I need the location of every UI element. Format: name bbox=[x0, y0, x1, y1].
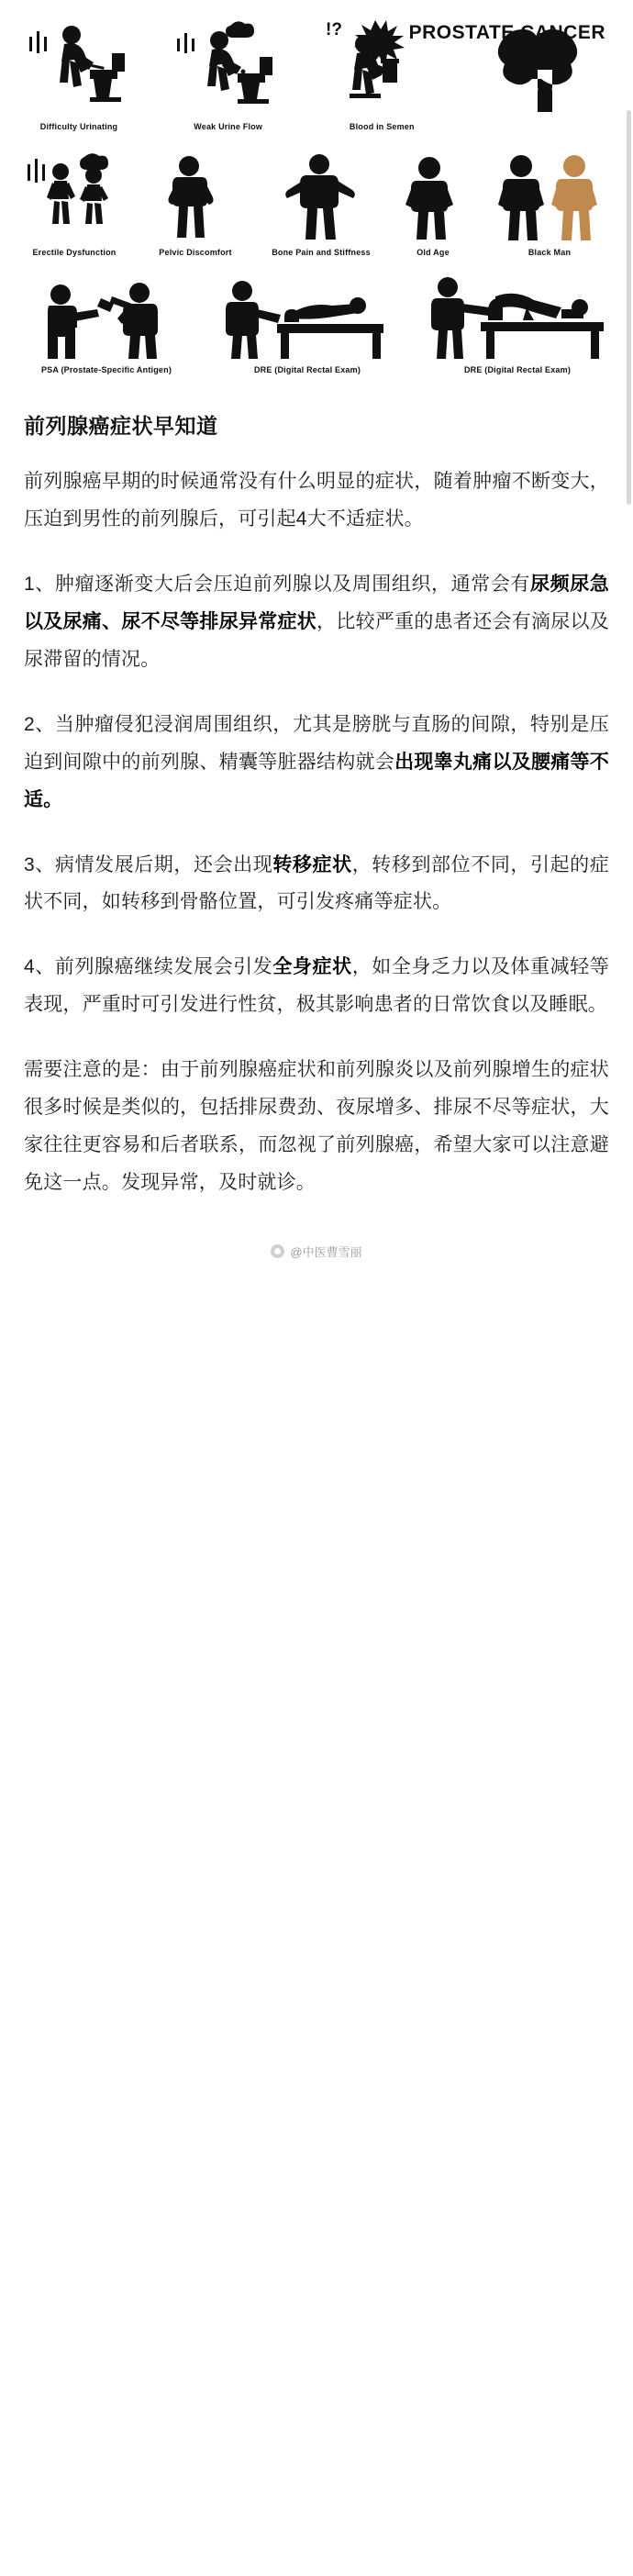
man-toilet-icon bbox=[24, 17, 134, 117]
infographic-item-pelvic-discomfort bbox=[145, 151, 246, 257]
watermark bbox=[0, 1230, 633, 1278]
old-man-icon bbox=[396, 151, 470, 243]
infographic-title: PROSTATE CANCER bbox=[408, 22, 605, 43]
watermark-label: @中医曹雪丽 bbox=[290, 1245, 362, 1260]
infographic-item-old-age bbox=[396, 151, 470, 257]
couple-bed-icon bbox=[24, 151, 125, 243]
man-pelvic-pain-icon bbox=[145, 151, 246, 243]
infographic-caption: DRE (Digital Rectal Exam) bbox=[463, 364, 572, 374]
infographic-caption: Erectile Dysfunction bbox=[32, 248, 117, 258]
infographic-caption: Blood in Semen bbox=[349, 122, 415, 131]
infographic-item-black-man bbox=[490, 151, 609, 257]
infographic-caption: Pelvic Discomfort bbox=[159, 248, 232, 258]
infographic-item-difficulty-urinating bbox=[24, 17, 134, 131]
rectal-exam-kneel-icon bbox=[426, 276, 609, 361]
article-body bbox=[0, 380, 633, 1202]
infographic-caption: Difficulty Urinating bbox=[39, 122, 118, 131]
blood-test-icon bbox=[24, 276, 189, 361]
infographic-row-3 bbox=[24, 276, 609, 374]
infographic-item-psa bbox=[24, 276, 189, 374]
article-paragraph-2: 1、肿瘤逐渐变大后会压迫前列腺以及周围组织，通常会有尿频尿急以及尿痛、尿不尽等排尿异常症状，比较严重的患者还会有滴尿以及尿滞留的情况。 bbox=[24, 573, 610, 670]
infographic-item-dre-kneel bbox=[426, 276, 609, 374]
article-paragraph-6: 需要注意的是：由于前列腺癌症状和前列腺炎以及前列腺增生的症状很多时候是类似的，包括排尿费劲、夜尿增多、排尿不尽等症状，大家往往更容易和后者联系，而忽视了前列腺癌，希望大家可以注意避免这一点。发现异常，及时就诊。 bbox=[24, 1059, 609, 1194]
vertical-scrollbar[interactable] bbox=[627, 110, 631, 505]
infographic-item-erectile-dysfunction bbox=[24, 151, 125, 257]
article-paragraph-1: 前列腺癌早期的时候通常没有什么明显的症状，随着肿瘤不断变大，压迫到男性的前列腺后，可引起4大不适症状。 bbox=[24, 471, 609, 530]
page-title: 前列腺癌症状早知道 bbox=[24, 414, 218, 439]
infographic-caption: Bone Pain and Stiffness bbox=[272, 248, 371, 258]
infographic-caption: Weak Urine Flow bbox=[194, 122, 263, 131]
infographic-item-dre-side bbox=[220, 276, 394, 374]
infographic-row-2 bbox=[24, 151, 609, 257]
infographic-caption: Old Age bbox=[416, 248, 450, 258]
man-toilet-weak-flow-icon bbox=[173, 17, 283, 117]
weibo-icon bbox=[271, 1244, 284, 1258]
infographic-caption: PSA (Prostate-Specific Antigen) bbox=[40, 364, 172, 374]
infographic-item-bone-pain bbox=[266, 151, 376, 257]
article-paragraph-3: 2、当肿瘤侵犯浸润周围组织，尤其是膀胱与直肠的间隙，特别是压迫到间隙中的前列腺、精囊等脏器结构就会出现睾丸痛以及腰痛等不适。 bbox=[24, 713, 609, 810]
article-paragraph-4: 3、病情发展后期，还会出现转移症状，转移到部位不同，引起的症状不同，如转移到骨骼位置，可引发疼痛等症状。 bbox=[24, 853, 609, 913]
infographic-image bbox=[0, 0, 633, 380]
infographic-item-weak-urine-flow bbox=[173, 17, 283, 131]
svg-text:!?: !? bbox=[326, 20, 343, 39]
two-men-icon bbox=[490, 151, 609, 243]
infographic-caption: DRE (Digital Rectal Exam) bbox=[253, 364, 361, 374]
rectal-exam-side-icon bbox=[220, 276, 394, 361]
infographic-caption: Black Man bbox=[528, 248, 572, 258]
article-paragraph-5: 4、前列腺癌继续发展会引发全身症状，如全身乏力以及体重减轻等表现，严重时可引发进行性贫，极其影响患者的日常饮食以及睡眠。 bbox=[24, 956, 609, 1016]
man-bone-pain-icon bbox=[266, 151, 376, 243]
